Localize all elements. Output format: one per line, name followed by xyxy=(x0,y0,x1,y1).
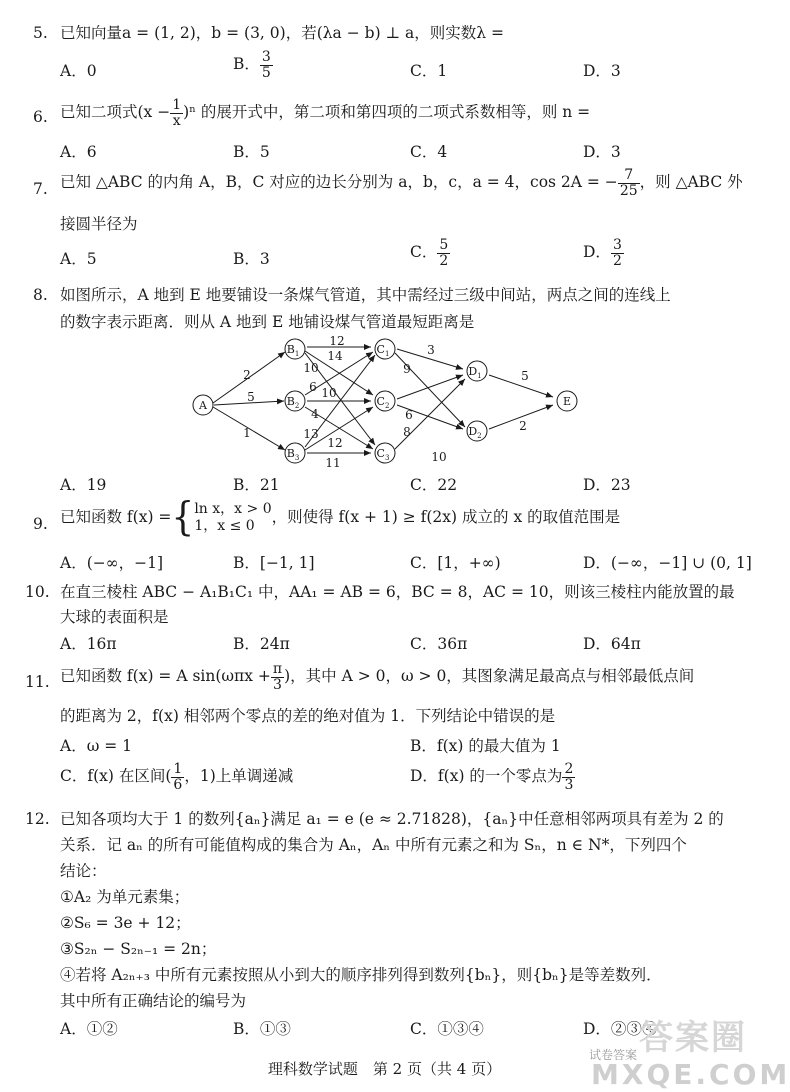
q7-option-d: D． $\frac{3}{2}$ xyxy=(583,237,622,269)
svg-text:2: 2 xyxy=(243,368,251,382)
q11-option-d: D．f(x) 的一个零点为 $\frac{2}{3}$ xyxy=(410,761,574,793)
q7-option-d-fraction: $\frac{3}{2}$ xyxy=(612,237,622,269)
svg-text:C1: $C_1$ xyxy=(376,343,390,358)
q5-option-c: C．1 xyxy=(410,62,448,80)
q11-option-a: A．ω = 1 xyxy=(60,737,133,755)
watermark-url: MXQE.COM xyxy=(591,1058,790,1091)
q6-stem: 已知二项式(x − $\frac{1}{x}$ )ⁿ 的展开式中，第二项和第四项的二项式系数相等，则 n = xyxy=(60,97,591,129)
q9-number: 9. xyxy=(33,515,48,533)
svg-text:6: 6 xyxy=(309,380,317,394)
q11-number: 11. xyxy=(25,673,50,691)
q7-fraction: $\frac{7}{25}$ xyxy=(619,167,638,199)
q10-option-b: B．24π xyxy=(233,635,290,653)
q5-option-b xyxy=(233,50,273,80)
q10-option-a: A．16π xyxy=(60,635,117,653)
q9-piecewise: ln x，x > 0 1，x ≤ 0 xyxy=(194,501,272,534)
svg-text:B1: $B_1$ xyxy=(286,343,300,358)
svg-text:10: 10 xyxy=(321,386,337,400)
q8-option-a: A．19 xyxy=(60,476,107,494)
q5-number: 5. xyxy=(33,24,48,42)
q12-stem-line4: 其中所有正确结论的编号为 xyxy=(60,992,247,1010)
svg-text:10: 10 xyxy=(431,450,447,464)
q10-option-c: C．36π xyxy=(410,635,468,653)
q5-option-d: D．3 xyxy=(583,62,621,80)
q6-option-b: B．5 xyxy=(233,143,270,161)
q11-option-d-fraction: $\frac{2}{3}$ xyxy=(564,761,574,793)
svg-text:12: 12 xyxy=(329,334,345,348)
svg-text:D2: $D_2$ xyxy=(468,425,482,440)
q12-stem-line1: 已知各项均大于 1 的数列{aₙ}满足 a₁ = e (e ≈ 2.71828)，{aₙ}中任意相邻两项具有差为 2 的 xyxy=(60,810,724,828)
svg-text:5: 5 xyxy=(521,369,529,383)
q9-stem: 已知函数 f(x) ={ ln x，x > 0 1，x ≤ 0 ，则使得 f(x + 1) ≥ f(2x) 成立的 x 的取值范围是 xyxy=(60,494,621,540)
q7-option-c-fraction: $\frac{5}{2}$ xyxy=(439,237,449,269)
svg-text:11: 11 xyxy=(325,456,341,470)
q9-option-c: C．[1，+∞) xyxy=(410,554,501,572)
q12-stem-line2: 关系．记 aₙ 的所有可能值构成的集合为 Aₙ，Aₙ 中所有元素之和为 Sₙ，n ∈ N*，下列四个 xyxy=(60,836,687,854)
q12-statement-2: ②S₆ = 3e + 12； xyxy=(60,914,191,932)
q5-option-b-fraction: $\frac{3}{5}$ xyxy=(261,49,271,81)
q8-option-d: D．23 xyxy=(583,476,631,494)
q12-option-a: A．①② xyxy=(60,1020,118,1038)
q12-option-b: B．①③ xyxy=(233,1020,291,1038)
svg-text:12: 12 xyxy=(327,436,343,450)
q8-option-b: B．21 xyxy=(233,476,280,494)
svg-text:3: 3 xyxy=(427,343,435,357)
q12-number: 12. xyxy=(25,810,50,828)
watermark xyxy=(569,1010,790,1092)
svg-text:C2: $C_2$ xyxy=(376,395,390,410)
svg-text:13: 13 xyxy=(303,427,319,441)
q10-option-d: D．64π xyxy=(583,635,641,653)
q10-number: 10. xyxy=(25,583,50,601)
q6-number: 6. xyxy=(33,108,48,126)
q10-stem-line2: 大球的表面积是 xyxy=(60,608,169,626)
q11-stem-line2: 的距离为 2，f(x) 相邻两个零点的差的绝对值为 1．下列结论中错误的是 xyxy=(60,707,556,725)
q8-stem-line1: 如图所示，A 地到 E 地要铺设一条煤气管道，其中需经过三级中间站，两点之间的连线上 xyxy=(60,286,671,304)
q7-stem-line2: 接圆半径为 xyxy=(60,215,138,233)
svg-text:1: 1 xyxy=(243,426,251,440)
svg-text:A: A xyxy=(199,399,207,412)
q11-option-b: B．f(x) 的最大值为 1 xyxy=(410,737,561,755)
q11-fraction: $\frac{\pi}{3}$ xyxy=(272,661,283,693)
q6-option-c: C．4 xyxy=(410,143,448,161)
q11-stem: 已知函数 f(x) = A sin(ωπx + $\frac{\pi}{3}$ )，其中 A > 0，ω > 0，其图象满足最高点与相邻最低点间 xyxy=(60,661,695,693)
q5-stem: 已知向量a = (1, 2)，b = (3, 0)，若(λa − b) ⊥ a，则实数λ = xyxy=(60,24,505,42)
q12-statement-3: ③S₂ₙ − S₂ₙ₋₁ = 2n； xyxy=(60,940,217,958)
svg-text:B3: $B_3$ xyxy=(286,447,300,462)
q11-option-c: C．f(x) 在区间( $\frac{1}{6}$ ，1)上单调递减 xyxy=(60,761,294,793)
q7-option-b: B．3 xyxy=(233,250,270,268)
q7-option-c: C． $\frac{5}{2}$ xyxy=(410,237,449,269)
svg-text:14: 14 xyxy=(327,349,343,363)
svg-text:4: 4 xyxy=(311,407,319,421)
svg-text:8: 8 xyxy=(403,425,411,439)
svg-text:6: 6 xyxy=(405,408,413,422)
q5-option-b-label: B． xyxy=(233,55,260,74)
svg-text:C3: $C_3$ xyxy=(376,447,390,462)
page-footer: 理科数学试题 第 2 页（共 4 页） xyxy=(267,1060,502,1078)
q10-stem-line1: 在直三棱柱 ABC − A₁B₁C₁ 中，AA₁ = AB = 6，BC = 8，AC = 10，则该三棱柱内能放置的最 xyxy=(60,583,735,601)
q9-option-d: D．(−∞，−1] ∪ (0, 1] xyxy=(583,554,752,572)
q8-number: 8. xyxy=(33,286,48,304)
q6-option-a: A．6 xyxy=(60,143,97,161)
svg-text:B2: $B_2$ xyxy=(286,395,300,410)
q12-statement-1: ①A₂ 为单元素集； xyxy=(60,888,190,906)
watermark-logo-text: 答案圈 xyxy=(639,1018,747,1058)
q8-option-c: C．22 xyxy=(410,476,458,494)
q12-statement-4: ④若将 A₂ₙ₊₃ 中所有元素按照从小到大的顺序排列得到数列{bₙ}，则{bₙ}是等差数列． xyxy=(60,966,662,984)
svg-text:9: 9 xyxy=(403,362,411,376)
q8-stem-line2: 的数字表示距离．则从 A 地到 E 地铺设煤气管道最短距离是 xyxy=(60,313,475,331)
q8-network-diagram xyxy=(185,333,595,468)
q6-fraction: $\frac{1}{x}$ xyxy=(172,97,182,129)
q9-option-b: B．[−1, 1] xyxy=(233,554,315,572)
svg-text:10: 10 xyxy=(303,361,319,375)
q9-option-a: A．(−∞，−1] xyxy=(60,554,164,572)
svg-text:E: E xyxy=(562,395,572,408)
q6-option-d: D．3 xyxy=(583,143,621,161)
q12-option-d: D．②③④ xyxy=(583,1020,658,1038)
watermark-caption: 试卷答案 xyxy=(589,1048,638,1062)
q12-stem-line3: 结论： xyxy=(60,862,107,880)
q12-option-c: C．①③④ xyxy=(410,1020,484,1038)
q7-stem: 已知 △ABC 的内角 A，B，C 对应的边长分别为 a，b，c，a = 4，cos 2A = − $\frac{7}{25}$ ，则 △ABC 外 xyxy=(60,167,743,199)
q7-number: 7. xyxy=(33,180,48,198)
svg-text:2: 2 xyxy=(519,419,527,433)
svg-text:D1: $D_1$ xyxy=(468,365,482,380)
q11-option-c-fraction: $\frac{1}{6}$ xyxy=(173,761,183,793)
q5-option-a: A．0 xyxy=(60,62,97,80)
svg-text:5: 5 xyxy=(247,390,255,404)
q7-option-a: A．5 xyxy=(60,250,97,268)
